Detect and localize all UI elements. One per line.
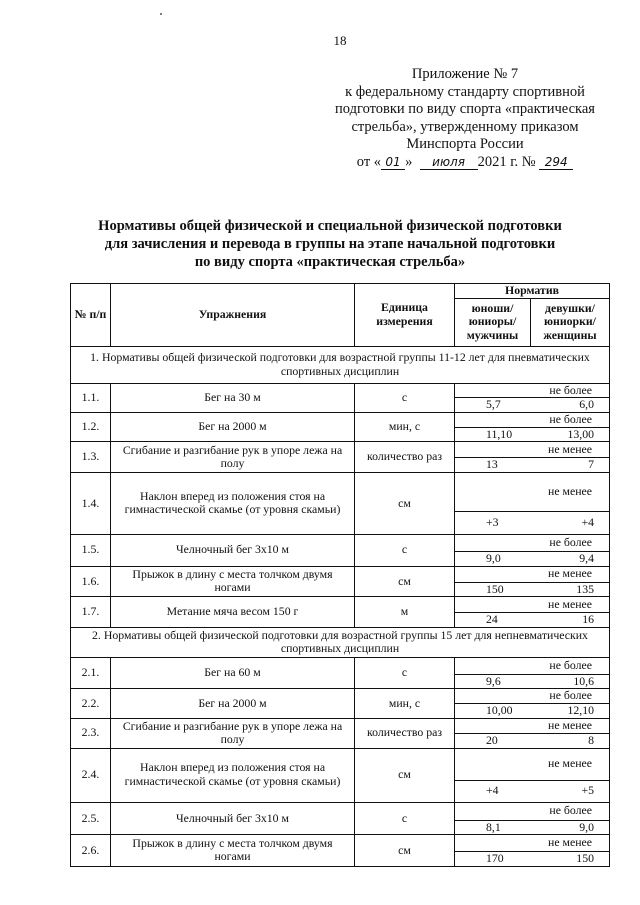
table-row	[71, 383, 610, 398]
norms-table	[70, 283, 610, 867]
norm-condition: не менее	[548, 756, 592, 771]
row-number: 1.2.	[71, 412, 111, 442]
row-number: 2.2.	[71, 689, 111, 719]
table-row	[71, 748, 610, 780]
exercise-name: Сгибание и разгибание рук в упоре лежа на полу	[111, 442, 355, 473]
unit-cell: с	[355, 802, 455, 835]
unit-cell: количество раз	[355, 718, 455, 748]
exercise-name: Челночный бег 3х10 м	[111, 534, 355, 566]
value-male: 9,0	[486, 550, 501, 565]
value-female: 10,6	[573, 673, 594, 688]
value-male: 9,6	[486, 673, 501, 688]
norm-condition: не менее	[548, 484, 592, 499]
order-from-label: от «	[356, 153, 382, 170]
norm-condition: не более	[549, 688, 592, 703]
row-number: 1.6.	[71, 566, 111, 597]
exercise-name: Наклон вперед из положения стоя на гимнастической скамье (от уровня скамьи)	[111, 472, 355, 534]
table-row	[71, 689, 610, 704]
value-female: 7	[588, 457, 594, 472]
value-male: 20	[486, 732, 498, 747]
exercise-name: Прыжок в длину с места толчком двумя ногами	[111, 835, 355, 867]
row-number: 1.7.	[71, 597, 111, 628]
exercise-name: Бег на 60 м	[111, 657, 355, 689]
row-number: 1.4.	[71, 472, 111, 534]
value-male: 11,10	[486, 426, 513, 441]
order-day-close: »	[405, 153, 413, 170]
value-male: +3	[486, 515, 499, 530]
norm-condition: не более	[549, 382, 592, 397]
table-row	[71, 835, 610, 852]
row-number: 2.5.	[71, 802, 111, 835]
annex-line-4: Минспорта России	[406, 136, 524, 153]
value-female: 8	[588, 732, 594, 747]
value-female: 9,4	[579, 550, 594, 565]
row-number: 1.3.	[71, 442, 111, 473]
value-male: 5,7	[486, 397, 501, 412]
header-norm: Норматив	[455, 284, 610, 299]
section-title: 2. Нормативы общей физической подготовки для возрастной группы 15 лет для непневматических спортивных дисциплин	[71, 627, 610, 657]
header-female: девушки/ юниорки/ женщины	[531, 298, 610, 346]
unit-cell: мин, с	[355, 412, 455, 442]
norm-condition: не более	[549, 411, 592, 426]
norm-condition: не менее	[548, 442, 592, 457]
norm-condition: не менее	[548, 566, 592, 581]
value-female: +5	[581, 783, 594, 798]
value-female: 12,10	[567, 703, 594, 718]
norm-condition: не менее	[548, 596, 592, 611]
section-header-row	[71, 346, 610, 383]
unit-cell: см	[355, 472, 455, 534]
unit-cell: см	[355, 748, 455, 802]
norm-condition: не более	[549, 657, 592, 672]
header-unit: Единица измерения	[355, 284, 455, 347]
value-male: +4	[486, 783, 499, 798]
document-title	[80, 218, 580, 271]
exercise-name: Сгибание и разгибание рук в упоре лежа на полу	[111, 718, 355, 748]
table-row	[71, 472, 610, 511]
header-exercise: Упражнения	[111, 284, 355, 347]
unit-cell: с	[355, 534, 455, 566]
title-line-3: по виду спорта «практическая стрельба»	[194, 253, 466, 270]
unit-cell: количество раз	[355, 442, 455, 473]
annex-line-3: стрельба», утвержденному приказом	[351, 118, 579, 135]
value-female: +4	[581, 515, 594, 530]
table-row	[71, 442, 610, 458]
norm-condition: не менее	[548, 835, 592, 850]
order-date-line	[300, 154, 630, 172]
value-female: 6,0	[579, 397, 594, 412]
table-row	[71, 412, 610, 427]
value-male: 24	[486, 612, 498, 627]
annex-title: Приложение № 7	[411, 66, 519, 82]
value-male: 8,1	[486, 819, 501, 834]
row-number: 1.5.	[71, 534, 111, 566]
unit-cell: мин, с	[355, 689, 455, 719]
exercise-name: Метание мяча весом 150 г	[111, 597, 355, 628]
table-row	[71, 534, 610, 551]
annex-line-1: к федеральному стандарту спортивной	[345, 83, 585, 100]
value-male: 13	[486, 457, 498, 472]
value-male: 10,00	[486, 703, 513, 718]
table-row	[71, 566, 610, 582]
value-female: 9,0	[579, 819, 594, 834]
row-number: 2.1.	[71, 657, 111, 689]
exercise-name: Прыжок в длину с места толчком двумя ногами	[111, 566, 355, 597]
norm-condition: не менее	[548, 718, 592, 733]
table-row	[71, 718, 610, 733]
norm-condition: не более	[549, 535, 592, 550]
exercise-name: Бег на 2000 м	[111, 689, 355, 719]
annex-block	[300, 66, 630, 172]
unit-cell: м	[355, 597, 455, 628]
table-row	[71, 657, 610, 674]
section-header-row	[71, 627, 610, 657]
header-num: № п/п	[71, 284, 111, 347]
table-row	[71, 597, 610, 613]
header-male: юноши/ юниоры/ мужчины	[455, 298, 531, 346]
section-title: 1. Нормативы общей физической подготовки для возрастной группы 11-12 лет для пневматических спортивных дисциплин	[71, 346, 610, 383]
order-day: 01	[385, 154, 401, 169]
unit-cell: см	[355, 835, 455, 867]
unit-cell: с	[355, 657, 455, 689]
row-number: 1.1.	[71, 383, 111, 412]
annex-line-2: подготовки по виду спорта «практическая	[335, 101, 595, 118]
title-line-1: Нормативы общей физической и специальной физической подготовки	[98, 218, 562, 234]
row-number: 2.4.	[71, 748, 111, 802]
exercise-name: Наклон вперед из положения стоя на гимнастической скамье (от уровня скамьи)	[111, 748, 355, 802]
row-number: 2.6.	[71, 835, 111, 867]
unit-cell: см	[355, 566, 455, 597]
title-line-2: для зачисления и перевода в группы на этапе начальной подготовки	[104, 235, 556, 252]
norm-condition: не более	[549, 803, 592, 818]
table-row	[71, 802, 610, 820]
value-female: 13,00	[567, 426, 594, 441]
exercise-name: Бег на 2000 м	[111, 412, 355, 442]
row-number: 2.3.	[71, 718, 111, 748]
value-female: 150	[576, 851, 594, 866]
order-year: 2021 г. №	[477, 153, 536, 170]
exercise-name: Бег на 30 м	[111, 383, 355, 412]
value-male: 150	[486, 581, 504, 596]
order-month: июля	[432, 154, 465, 169]
scan-dot	[160, 13, 162, 15]
unit-cell: с	[355, 383, 455, 412]
page-number: 18	[333, 33, 347, 48]
value-female: 135	[576, 581, 594, 596]
order-number: 294	[544, 154, 568, 169]
value-female: 16	[582, 612, 594, 627]
value-male: 170	[486, 851, 504, 866]
exercise-name: Челночный бег 3х10 м	[111, 802, 355, 835]
